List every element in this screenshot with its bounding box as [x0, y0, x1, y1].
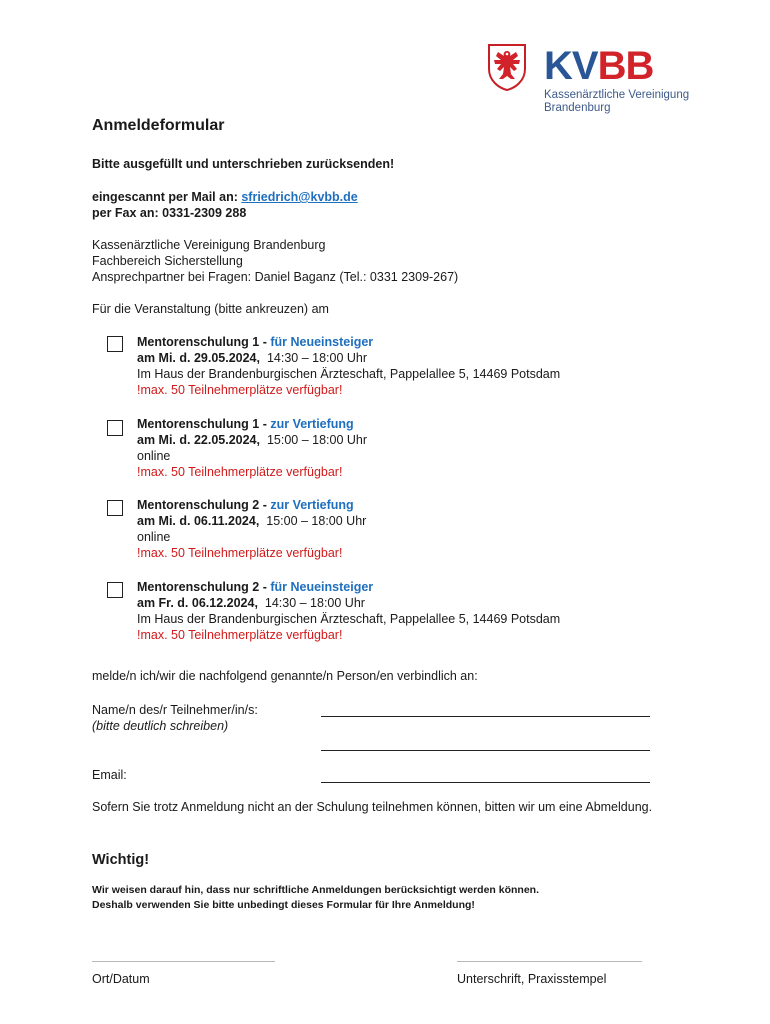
event-1-location: Im Haus der Brandenburgischen Ärzteschaft, Pappelallee 5, 14469 Potsdam: [137, 367, 561, 381]
email-field[interactable]: [321, 782, 650, 783]
event-1-time: 14:30 – 18:00 Uhr: [266, 351, 368, 365]
logo-bb: BB: [597, 44, 654, 88]
event-4-location: Im Haus der Brandenburgischen Ärzteschaft, Pappelallee 5, 14469 Potsdam: [137, 612, 561, 626]
important-line-2: Deshalb verwenden Sie bitte unbedingt dieses Formular für Ihre Anmeldung!: [92, 899, 475, 911]
signature-label: Unterschrift, Praxisstempel: [457, 972, 607, 986]
event-1-note: !max. 50 Teilnehmerplätze verfügbar!: [137, 383, 343, 397]
event-4-date: am Fr. d. 06.12.2024,: [137, 596, 258, 610]
name-hint: (bitte deutlich schreiben): [92, 719, 229, 733]
event-4-datetime: [137, 595, 365, 612]
event-1-title: [137, 334, 373, 351]
event-1-checkbox[interactable]: [107, 336, 123, 352]
event-2-title: [137, 416, 354, 433]
event-4-type: für Neueinsteiger: [270, 580, 374, 594]
event-1-datetime: [137, 350, 367, 367]
event-3-title: [137, 497, 354, 514]
event-3-time: 15:00 – 18:00 Uhr: [266, 514, 367, 528]
org-line-2: Fachbereich Sicherstellung: [92, 254, 243, 268]
mail-link[interactable]: sfriedrich@kvbb.de: [241, 190, 358, 204]
event-2-type: zur Vertiefung: [270, 417, 354, 431]
event-4-note: !max. 50 Teilnehmerplätze verfügbar!: [137, 628, 343, 642]
event-2-checkbox[interactable]: [107, 420, 123, 436]
event-3-location: online: [137, 530, 171, 544]
event-3-datetime: [137, 513, 366, 530]
name-field-2[interactable]: [321, 750, 650, 751]
event-3-note: !max. 50 Teilnehmerplätze verfügbar!: [137, 546, 343, 560]
event-4-time: 14:30 – 18:00 Uhr: [264, 596, 365, 610]
brandenburg-eagle-icon: [487, 43, 527, 91]
mail-prefix: eingescannt per Mail an:: [92, 190, 242, 204]
instruction-text: Bitte ausgefüllt und unterschrieben zurücksenden!: [92, 157, 395, 171]
event-3-checkbox[interactable]: [107, 500, 123, 516]
event-2-location: online: [137, 449, 171, 463]
important-line-1: Wir weisen darauf hin, dass nur schriftliche Anmeldungen berücksichtigt werden können.: [92, 884, 540, 896]
event-3-type: zur Vertiefung: [270, 498, 354, 512]
event-1-date: am Mi. d. 29.05.2024,: [137, 351, 260, 365]
event-1-type: für Neueinsteiger: [270, 335, 374, 349]
org-line-1: Kassenärztliche Vereinigung Brandenburg: [92, 238, 326, 252]
registration-intro: melde/n ich/wir die nachfolgend genannte/n Person/en verbindlich an:: [92, 669, 478, 683]
cancellation-text: Sofern Sie trotz Anmeldung nicht an der Schulung teilnehmen können, bitten wir um eine Abmeldung.: [92, 800, 653, 814]
event-2-time: 15:00 – 18:00 Uhr: [266, 433, 368, 447]
logo-kv: KV: [544, 44, 598, 88]
mail-line: [92, 189, 358, 206]
event-4-title: [137, 579, 373, 596]
name-field-1[interactable]: [321, 716, 650, 717]
event-2-date: am Mi. d. 22.05.2024,: [137, 433, 260, 447]
name-label: Name/n des/r Teilnehmer/in/s:: [92, 703, 258, 717]
event-2-title-text: Mentorenschulung 1 -: [137, 417, 271, 431]
place-date-label: Ort/Datum: [92, 972, 150, 986]
event-4-checkbox[interactable]: [107, 582, 123, 598]
important-heading: Wichtig!: [92, 852, 150, 868]
fax-line: per Fax an: 0331-2309 288: [92, 206, 247, 220]
signature-line[interactable]: [457, 961, 642, 962]
place-date-line[interactable]: [92, 961, 275, 962]
event-intro: Für die Veranstaltung (bitte ankreuzen) am: [92, 302, 329, 316]
event-3-title-text: Mentorenschulung 2 -: [137, 498, 271, 512]
event-3-date: am Mi. d. 06.11.2024,: [137, 514, 260, 528]
email-label: Email:: [92, 768, 127, 782]
logo-subtitle-1: Kassenärztliche Vereinigung: [544, 89, 690, 101]
org-line-3: Ansprechpartner bei Fragen: Daniel Baganz (Tel.: 0331 2309-267): [92, 270, 459, 284]
page-title: Anmeldeformular: [92, 117, 225, 134]
logo-subtitle-2: Brandenburg: [544, 102, 611, 114]
event-2-note: !max. 50 Teilnehmerplätze verfügbar!: [137, 465, 343, 479]
event-2-datetime: [137, 432, 367, 449]
event-1-title-text: Mentorenschulung 1 -: [137, 335, 271, 349]
logo-wordmark: [544, 46, 653, 86]
event-4-title-text: Mentorenschulung 2 -: [137, 580, 271, 594]
